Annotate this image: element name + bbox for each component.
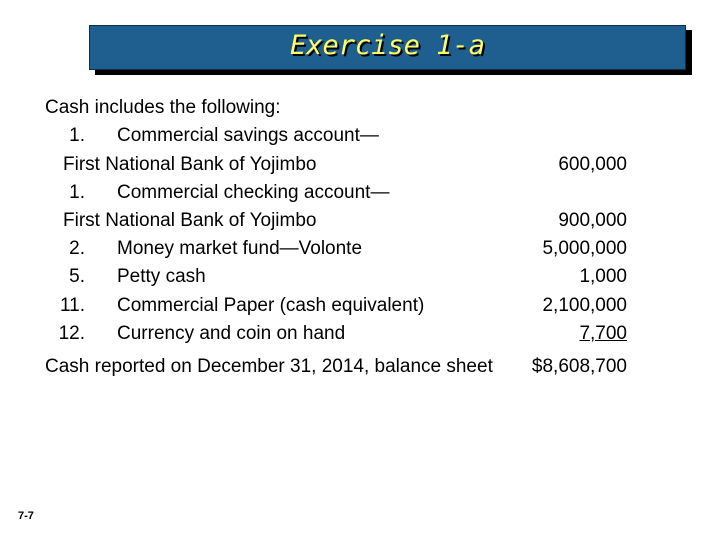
item-description: Commercial checking account— (117, 182, 390, 203)
item-number: 12. (58, 323, 85, 344)
intro-text: Cash includes the following: (45, 97, 281, 118)
item-description: Petty cash (117, 266, 206, 287)
item-description-cont: First National Bank of Yojimbo (63, 210, 317, 231)
item-description-cont: First National Bank of Yojimbo (63, 154, 317, 175)
item-description: Currency and coin on hand (117, 323, 346, 344)
item-amount: 900,000 (558, 210, 627, 231)
item-amount: 1,000 (579, 266, 627, 287)
page-title: Exercise 1-a (289, 30, 486, 61)
item-amount: 2,100,000 (542, 295, 627, 316)
item-description: Commercial savings account— (117, 125, 379, 146)
item-amount: 7,700 (579, 323, 627, 344)
item-number: 1. (69, 182, 85, 203)
item-number: 2. (69, 238, 85, 259)
total-label: Cash reported on December 31, 2014, balance sheet (45, 356, 493, 377)
slide-number: 7-7 (18, 510, 34, 522)
title-banner (89, 25, 686, 70)
item-amount: 5,000,000 (542, 238, 627, 259)
total-amount: $8,608,700 (531, 356, 627, 377)
item-description: Money market fund—Volonte (117, 238, 363, 259)
item-number: 1. (69, 125, 85, 146)
item-number: 11. (59, 295, 85, 316)
item-amount: 600,000 (558, 154, 627, 175)
item-description: Commercial Paper (cash equivalent) (117, 295, 425, 316)
item-number: 5. (69, 266, 85, 287)
